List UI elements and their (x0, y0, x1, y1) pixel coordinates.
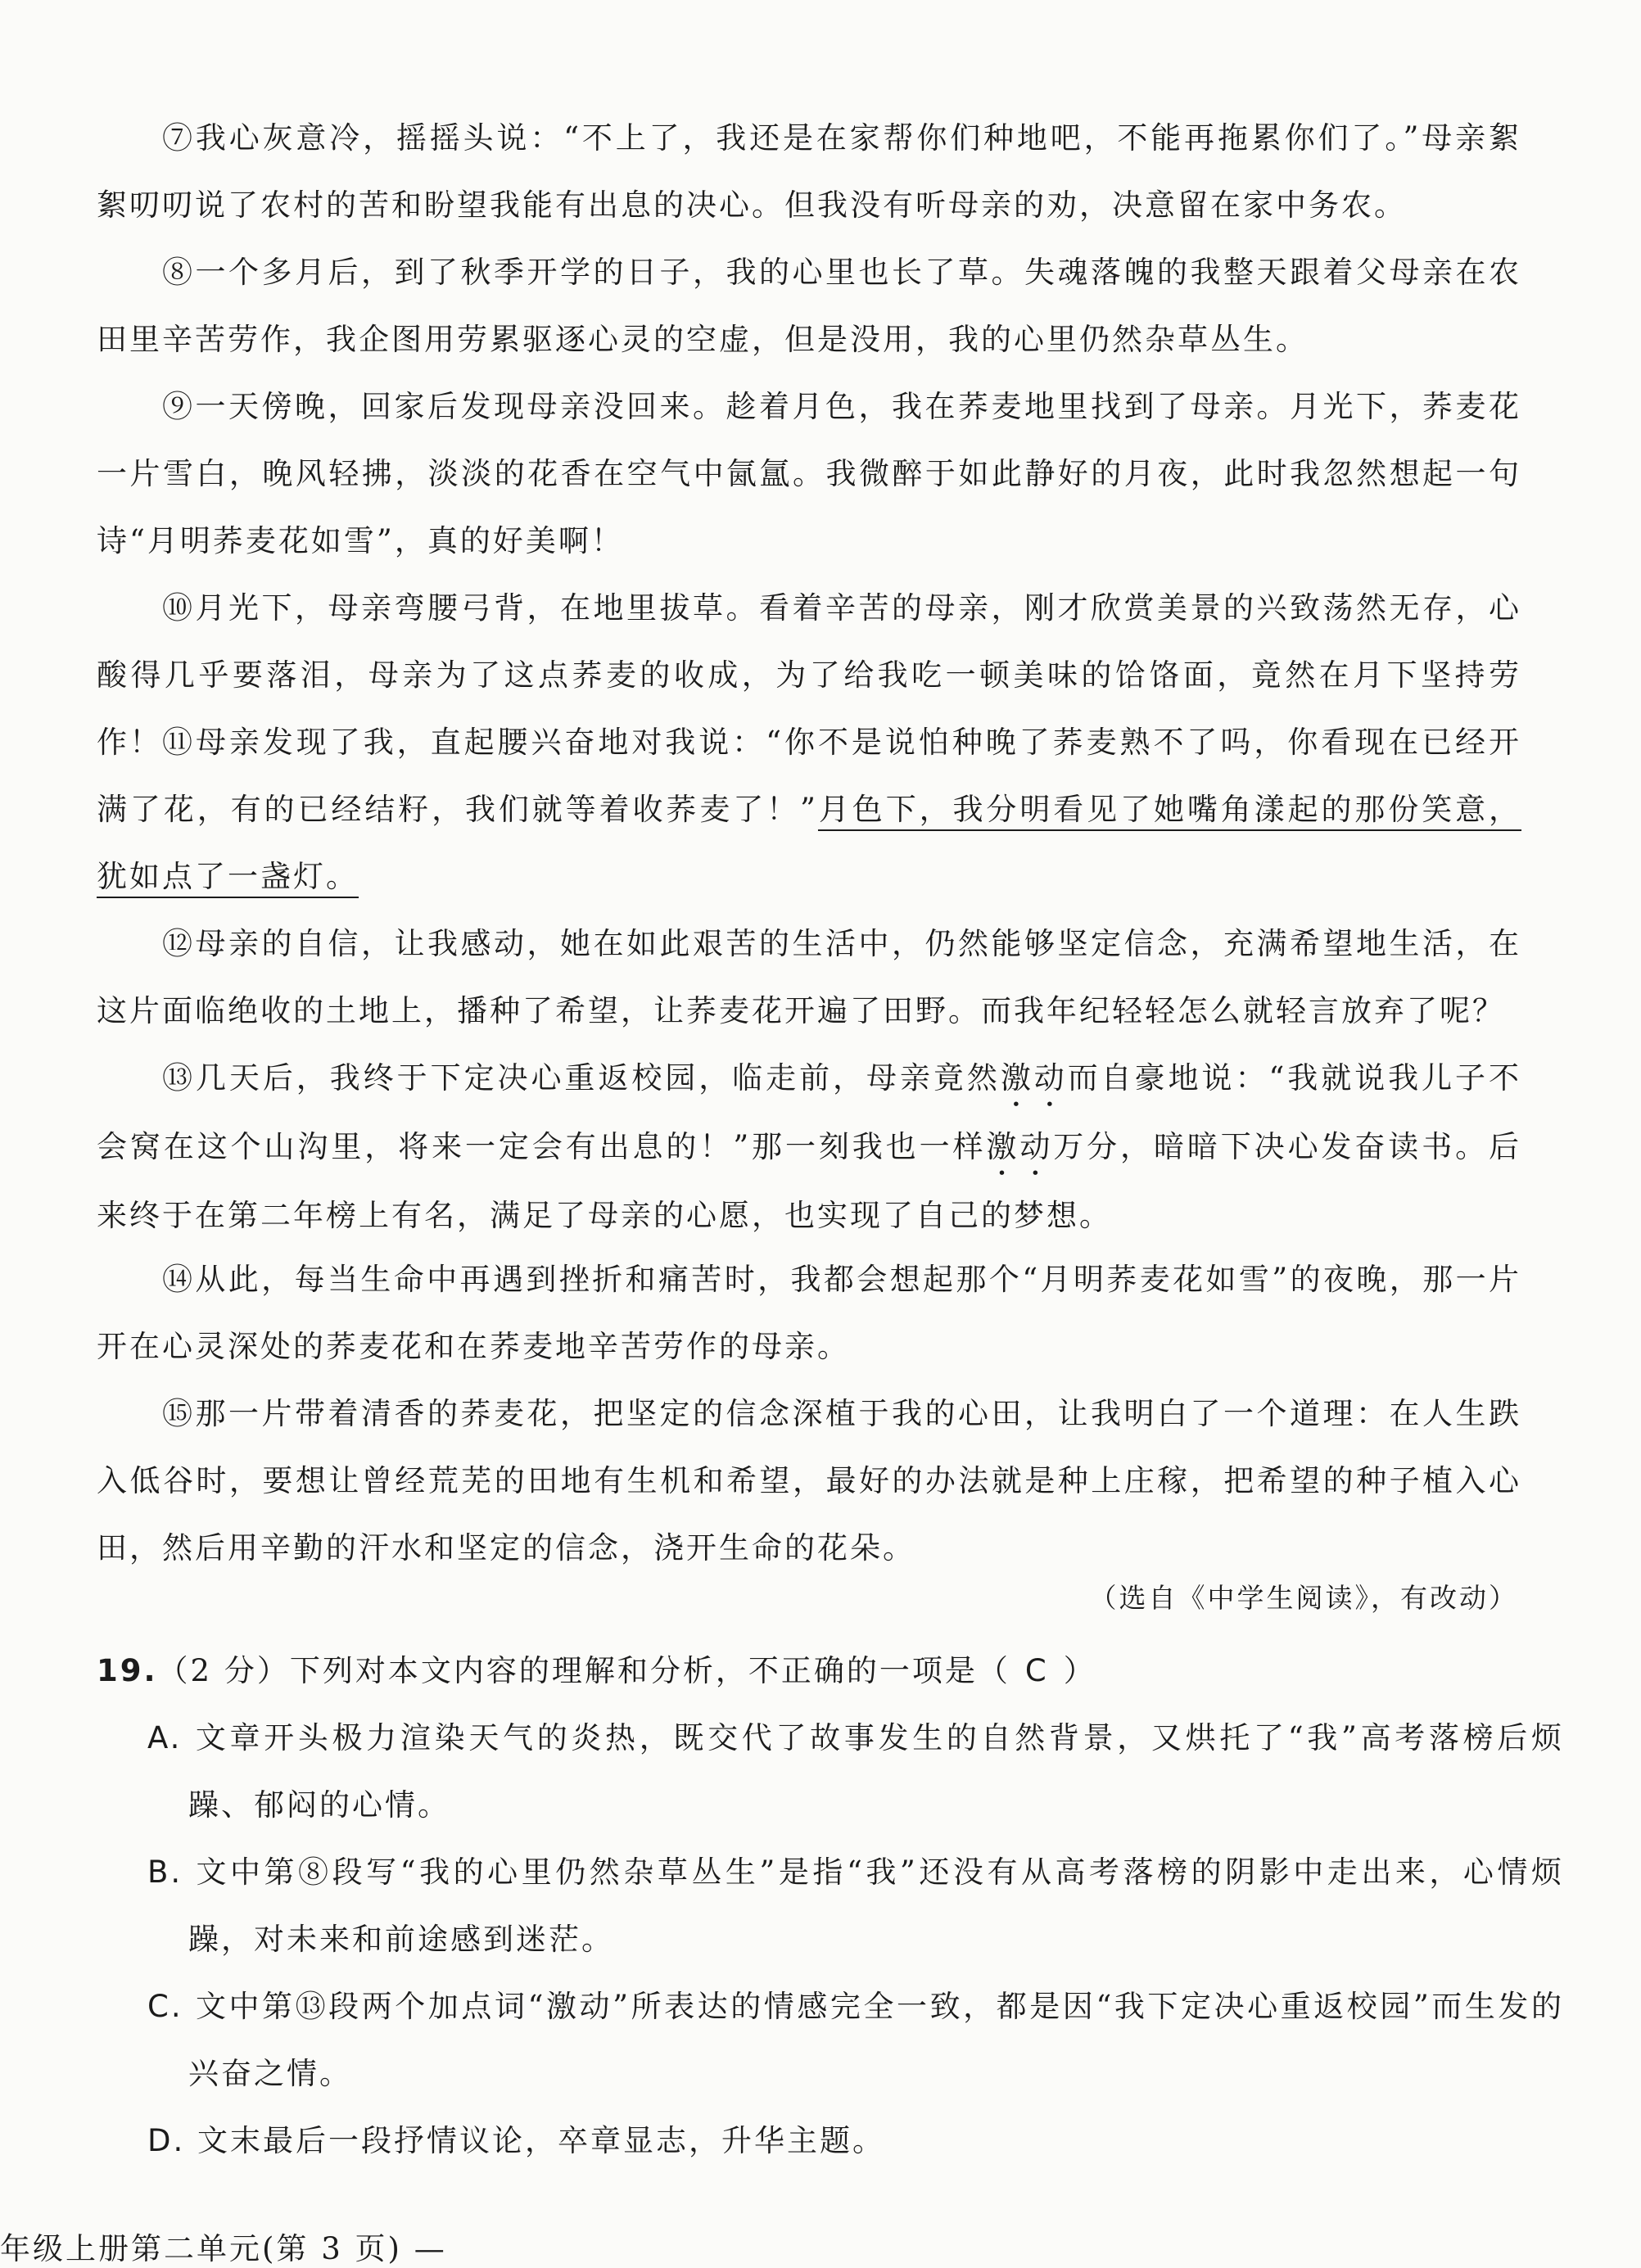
paragraph-14: ⑭从此，每当生命中再遇到挫折和痛苦时，我都会想起那个“月明荞麦花如雪”的夜晚，那一片开在心灵深处的荞麦花和在荞麦地辛苦劳作的母亲。 (97, 1262, 1521, 1364)
paragraph-13-part1: ⑬几天后，我终于下定决心重返校园，临走前，母亲竟然 (162, 1060, 1001, 1096)
question-text: （2 分）下列对本文内容的理解和分析，不正确的一项是（ (157, 1653, 1010, 1688)
option-letter: A. (147, 1720, 183, 1755)
option-text: 文章开头极力渲染天气的炎热，既交代了故事发生的自然背景，又烘托了“我”高考落榜后烦躁、郁闷的心情。 (188, 1720, 1564, 1823)
question-number: 19. (97, 1653, 158, 1688)
option-text: 文中第⑬段两个加点词“激动”所表达的情感完全一致，都是因“我下定决心重返校园”而生发的兴奋之情。 (188, 1989, 1564, 2091)
option-c (147, 1973, 1564, 2108)
question-stem-end: ） (1063, 1653, 1096, 1688)
option-d (147, 2108, 1564, 2175)
option-letter: D. (147, 2123, 186, 2158)
paragraph-13 (97, 1045, 1521, 1249)
paragraph-12: ⑫母亲的自信，让我感动，她在如此艰苦的生活中，仍然能够坚定信念，充满希望地生活，在这片面临绝收的土地上，播种了希望，让荞麦花开遍了田野。而我年纪轻轻怎么就轻言放弃了呢？ (97, 926, 1521, 1028)
paragraph-8: ⑧一个多月后，到了秋季开学的日子，我的心里也长了草。失魂落魄的我整天跟着父母亲在农田里辛苦劳作，我企图用劳累驱逐心灵的空虚，但是没用，我的心里仍然杂草丛生。 (97, 255, 1521, 357)
option-text: 文末最后一段抒情议论，卒章显志，升华主题。 (197, 2123, 886, 2158)
paragraph-15: ⑮那一片带着清香的荞麦花，把坚定的信念深植于我的心田，让我明白了一个道理：在人生跌入低谷时，要想让曾经荒芜的田地有生机和希望，最好的办法就是种上庄稼，把希望的种子植入心田，然后用辛勤的汗水和坚定的信念，浇开生命的花朵。 (97, 1396, 1521, 1565)
paragraph-9: ⑨一天傍晚，回家后发现母亲没回来。趁着月色，我在荞麦地里找到了母亲。月光下，荞麦花一片雪白，晚风轻拂，淡淡的花香在空气中氤氲。我微醉于如此静好的月夜，此时我忽然想起一句诗“月明荞麦花如雪”，真的好美啊！ (97, 389, 1521, 558)
emphasized-word-2: 激动 (986, 1129, 1054, 1164)
paragraph-13-part3: 万分，暗暗下决心发奋读书。后来终于在第二年榜上有名，满足了母亲的心愿，也实现了自己的梦想。 (97, 1129, 1522, 1233)
paragraph-11-text: ⑪母亲发现了我，直起腰兴奋地对我说：“你不是说怕种晚了荞麦熟不了吗，你看现在已经开满了花，有的已经结籽，我们就等着收荞麦了！” (97, 725, 1521, 827)
option-letter: C. (147, 1989, 183, 2024)
question-19-stem (97, 1638, 1521, 1705)
option-text: 文中第⑧段写“我的心里仍然杂草丛生”是指“我”还没有从高考落榜的阴影中走出来，心情烦躁，对未来和前途感到迷茫。 (188, 1855, 1564, 1957)
source-citation: （选自《中学生阅读》，有改动） (1089, 1582, 1518, 1614)
page-footer: 年级上册第二单元(第 3 页) — (0, 2231, 447, 2266)
paragraph-7: ⑦我心灰意冷，摇摇头说：“不上了，我还是在家帮你们种地吧，不能再拖累你们了。”母亲絮絮叨叨说了农村的苦和盼望我能有出息的决心。但我没有听母亲的劝，决意留在家中务农。 (97, 120, 1521, 223)
option-a (147, 1705, 1564, 1839)
option-letter: B. (147, 1855, 183, 1890)
option-b (147, 1839, 1564, 1973)
answer-choice: C (1024, 1653, 1049, 1688)
underlined-sentence: 月色下，我分明看见了她嘴角漾起的那份笑意，犹如点了一盏灯。 (97, 792, 1522, 894)
paragraph-10: ⑩月光下，母亲弯腰弓背，在地里拔草。看着辛苦的母亲，刚才欣赏美景的兴致荡然无存，心酸得几乎要落泪，母亲为了这点荞麦的收成，为了给我吃一顿美味的饸饹面，竟然在月下坚持劳作！ (97, 590, 1521, 760)
paragraph-11 (97, 709, 1521, 910)
emphasized-word-1: 激动 (1000, 1060, 1068, 1096)
paragraph-13-part2: 而自豪地说：“我就说我儿子不会窝在这个山沟里，将来一定会有出息的！”那一刻我也一样 (97, 1060, 1522, 1164)
